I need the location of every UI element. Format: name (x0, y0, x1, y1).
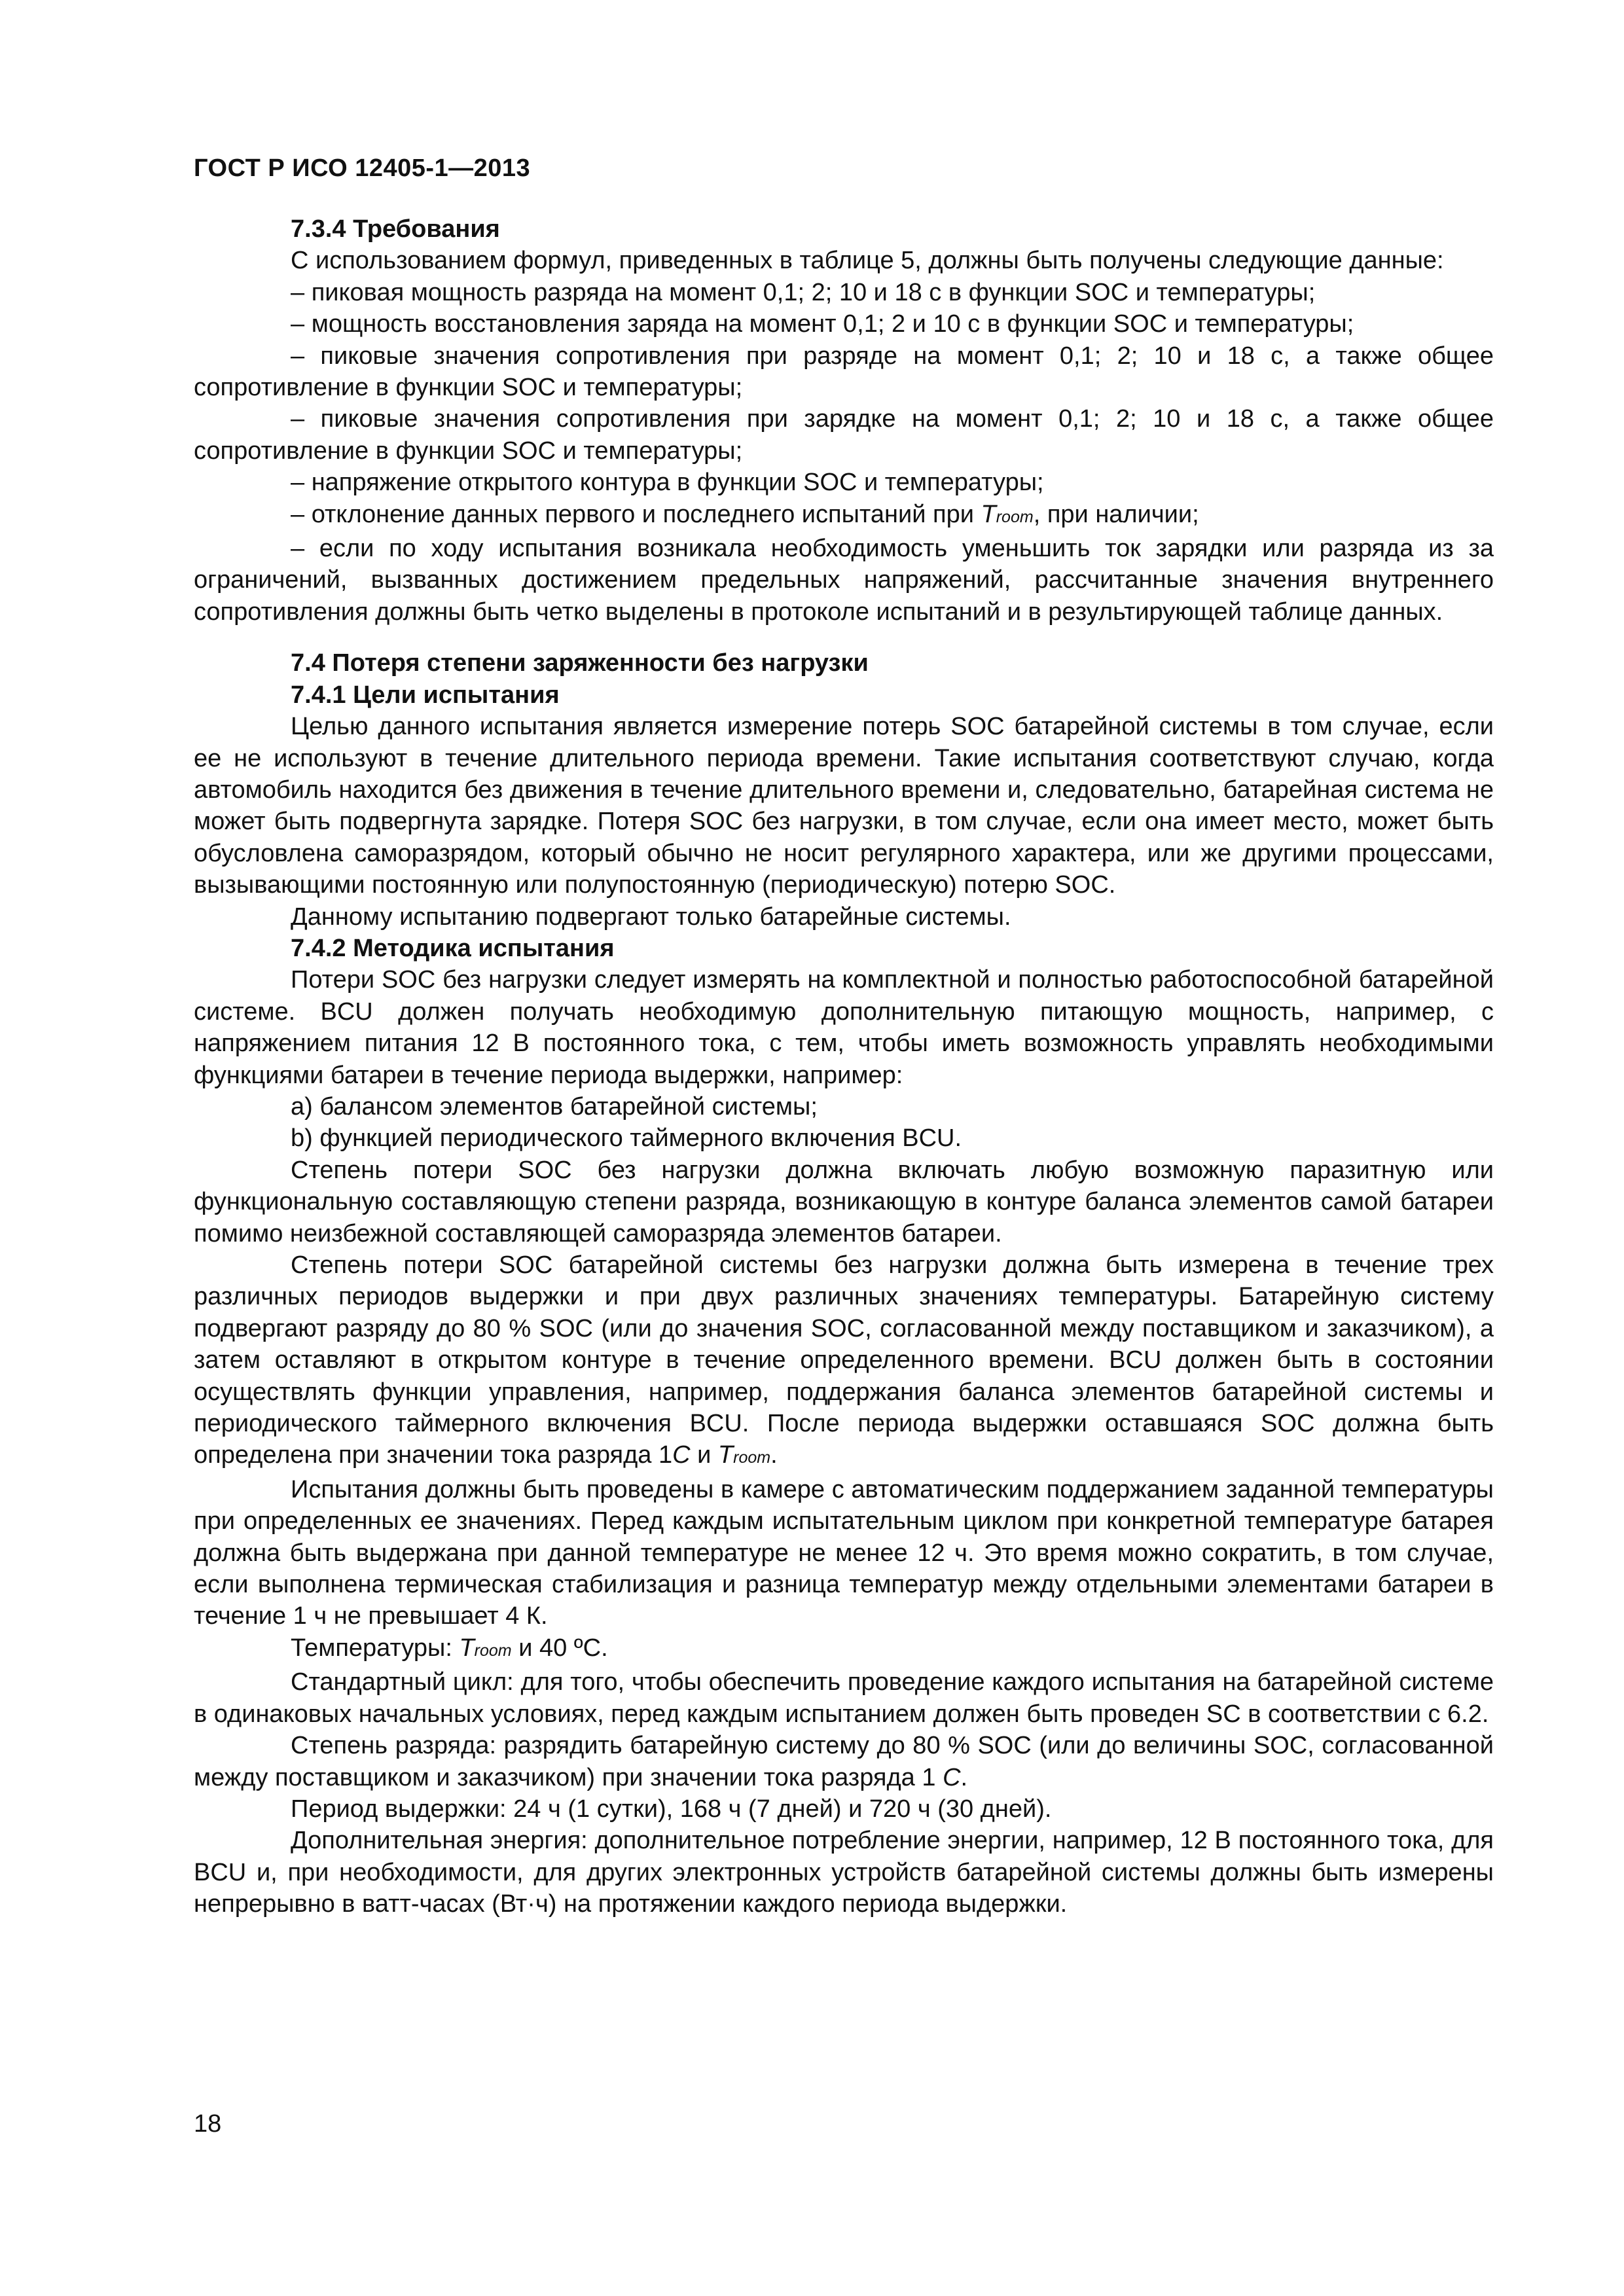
paragraph-text: Степень разряда: разрядить батарейную систему до 80 % SOC (или до величины SOC, согласованной между поставщиком и заказчиком) при значении тока разряда 1 (194, 1732, 1494, 1791)
list-item (194, 499, 1494, 533)
section-7-3-4-title: 7.3.4 Требования (291, 215, 500, 243)
paragraph: Степень потери SOC без нагрузки должна включать любую возможную паразитную или функциональную составляющую степени разряда, возникающую в контуре баланса элементов самой батареи помимо неизбежной составляющей саморазряда элементов батареи. (194, 1156, 1494, 1247)
paragraph-text: . (770, 1441, 778, 1469)
paragraph: Период выдержки: 24 ч (1 сутки), 168 ч (7 дней) и 720 ч (30 дней). (291, 1795, 1052, 1823)
paragraph: Испытания должны быть проведены в камере с автоматическим поддержанием заданной температуры при определенных ее значениях. Перед каждым испытательным циклом при конкретной температуре батарея должна быть выдержана при данной температуре не менее 12 ч. Это время можно сократить, в том случае, если выполнена термическая стабилизация и разница температур между отдельными элементами батареи в течение 1 ч не превышает 4 К. (194, 1475, 1494, 1630)
subscript-room: room (474, 1641, 512, 1660)
symbol-T: T (717, 1441, 734, 1469)
list-item: a) балансом элементов батарейной системы; (291, 1092, 818, 1121)
paragraph: Стандартный цикл: для того, чтобы обеспечить проведение каждого испытания на батарейной системе в одинаковых начальных условиях, перед каждым испытанием должен быть проведен SC в соответствии с 6.2. (194, 1668, 1494, 1728)
paragraph-text: . (960, 1763, 968, 1791)
symbol-C: C (672, 1441, 691, 1469)
document-header: ГОСТ Р ИСО 12405-1—2013 (194, 154, 531, 182)
list-item: – напряжение открытого контура в функции SOC и температуры; (291, 469, 1044, 497)
list-item-text: , при наличии; (1033, 500, 1199, 528)
list-item: – мощность восстановления заряда на момент 0,1; 2 и 10 с в функции SOC и температуры; (291, 310, 1354, 338)
paragraph-text: Степень потери SOC батарейной системы без нагрузки должна быть измерена в течение трех различных периодов выдержки и при двух различных значениях температуры. Батарейную систему подвергают разряду до 80 % SOC (или до значения SOC, согласованной между поставщиком и заказчиком), а затем оставляют в открытом контуре в течение определенного времени. BCU должен быть в состоянии осуществлять функции управления, например, поддержания баланса элементов батарейной системы и периодического таймерного включения BCU. После периода выдержки оставшаяся SOC должна быть определена при значении тока разряда 1 (194, 1251, 1494, 1469)
list-item: – пиковая мощность разряда на момент 0,1; 2; 10 и 18 с в функции SOC и температуры; (291, 278, 1316, 306)
paragraph: С использованием формул, приведенных в таблице 5, должны быть получены следующие данные: (291, 247, 1444, 275)
list-item: b) функцией периодического таймерного включения BCU. (291, 1124, 962, 1153)
document-body (194, 213, 1494, 1920)
subscript-room: room (996, 507, 1034, 526)
page-number: 18 (194, 2110, 222, 2138)
paragraph (194, 1249, 1494, 1474)
paragraph: Потери SOC без нагрузки следует измерять на комплектной и полностью работоспособной батарейной системе. BCU должен получать необходимую дополнительную питающую мощность, например, с напряжением питания 12 В постоянного тока, с тем, чтобы иметь возможность управлять необходимыми функциями батареи в течение периода выдержки, например: (194, 966, 1494, 1089)
section-7-4-1-title: 7.4.1 Цели испытания (291, 681, 560, 709)
section-7-4-title: 7.4 Потеря степени заряженности без нагрузки (291, 649, 869, 677)
paragraph: Целью данного испытания является измерение потерь SOC батарейной системы в том случае, если ее не используют в течение длительного периода времени. Такие испытания соответствуют случаю, когда автомобиль находится без движения в течение длительного времени и, следовательно, батарейная система не может быть подвергнута зарядке. Потеря SOC без нагрузки, в том случае, если она имеет место, может быть обусловлена саморазрядом, который обычно не носит регулярного характера, или же другими процессами, вызывающими постоянную или полупостоянную (периодическую) потерю SOC. (194, 713, 1494, 899)
paragraph-text: Температуры: (291, 1634, 460, 1662)
symbol-C: C (943, 1763, 961, 1791)
paragraph-text: и (690, 1441, 718, 1469)
subscript-room: room (733, 1448, 771, 1467)
section-7-4-2-title: 7.4.2 Методика испытания (291, 934, 615, 962)
paragraph (194, 1730, 1494, 1793)
list-item: – пиковые значения сопротивления при разряде на момент 0,1; 2; 10 и 18 с, а также общее сопротивление в функции SOC и температуры; (194, 342, 1494, 402)
paragraph (194, 1632, 1494, 1666)
list-item: – пиковые значения сопротивления при зарядке на момент 0,1; 2; 10 и 18 с, а также общее сопротивление в функции SOC и температуры; (194, 405, 1494, 465)
paragraph-text: и 40 ºС. (511, 1634, 608, 1662)
list-item-text: – отклонение данных первого и последнего испытаний при (291, 500, 974, 528)
symbol-T: T (981, 500, 996, 528)
paragraph: Дополнительная энергия: дополнительное потребление энергии, например, 12 В постоянного тока, для BCU и, при необходимости, для других электронных устройств батарейной системы должны быть измерены непрерывно в ватт-часах (Вт·ч) на протяжении каждого периода выдержки. (194, 1827, 1494, 1918)
paragraph: Данному испытанию подвергают только батарейные системы. (291, 903, 1011, 931)
list-item: – если по ходу испытания возникала необходимость уменьшить ток зарядки или разряда из за ограничений, вызванных достижением предельных напряжений, рассчитанные значения внутреннего сопротивления должны быть четко выделены в протоколе испытаний и в результирующей таблице данных. (194, 535, 1494, 626)
symbol-T: T (459, 1634, 475, 1662)
